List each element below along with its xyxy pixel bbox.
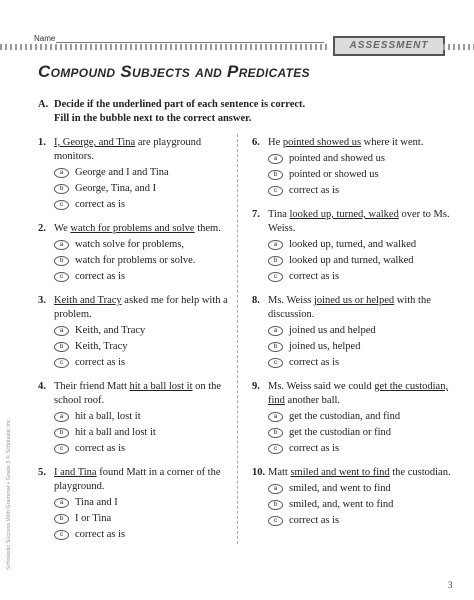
question-sentence <box>268 380 452 408</box>
sentence-text: the custodian. <box>389 467 451 478</box>
sentence-text: Matt <box>268 467 291 478</box>
answer-bubble[interactable]: b <box>54 428 69 438</box>
answer-text: hit a ball and lost it <box>75 427 156 438</box>
answer-text: watch for problems or solve. <box>75 255 196 266</box>
answer-bubble[interactable]: b <box>54 256 69 266</box>
question-number: 6. <box>252 137 260 148</box>
answer-option[interactable] <box>38 340 228 354</box>
answer-bubble[interactable]: a <box>268 154 283 164</box>
question-number: 1. <box>38 137 46 148</box>
answer-bubble[interactable]: b <box>268 428 283 438</box>
question-number: 7. <box>252 209 260 220</box>
sentence-text: found Matt in a corner of the playground. <box>54 467 221 492</box>
underlined-part: hit a ball lost it <box>129 381 193 392</box>
answer-bubble[interactable]: a <box>268 240 283 250</box>
underlined-part: get the custodian, find <box>268 381 449 406</box>
sentence-text: another ball. <box>284 395 341 406</box>
sentence-text: them. <box>194 223 221 234</box>
assessment-banner: ASSESSMENT <box>333 36 445 56</box>
question-item <box>38 222 228 284</box>
questions-left-column <box>38 136 228 552</box>
underlined-part: watch for problems and solve <box>70 223 195 234</box>
answer-text: George and I and Tina <box>75 167 169 178</box>
answer-option[interactable] <box>252 410 452 424</box>
answer-option[interactable] <box>252 426 452 440</box>
answer-bubble[interactable]: c <box>54 358 69 368</box>
answer-text: joined us and helped <box>289 325 376 336</box>
question-stem <box>252 208 452 236</box>
question-item <box>38 380 228 456</box>
answer-text: hit a ball, lost it <box>75 411 141 422</box>
question-stem <box>38 294 228 322</box>
answer-option[interactable] <box>38 182 228 196</box>
answer-option[interactable] <box>38 270 228 284</box>
sentence-text: are playground monitors. <box>54 137 202 162</box>
answer-bubble[interactable]: b <box>54 514 69 524</box>
answer-option[interactable] <box>252 184 452 198</box>
question-sentence <box>54 136 228 164</box>
sentence-text: over to Ms. Weiss. <box>268 209 450 234</box>
answer-bubble[interactable]: c <box>268 444 283 454</box>
question-item <box>252 380 452 456</box>
copyright-side-text: Scholastic Success With Grammar • Grade 5 © Scholastic Inc. <box>6 417 12 570</box>
answer-text: smiled, and, went to find <box>289 499 394 510</box>
directions-letter: A. <box>38 99 49 110</box>
answer-bubble[interactable]: c <box>54 200 69 210</box>
directions <box>38 98 448 126</box>
answer-text: George, Tina, and I <box>75 183 157 194</box>
answer-text: smiled, and went to find <box>289 483 391 494</box>
answer-bubble[interactable]: b <box>268 170 283 180</box>
answer-bubble[interactable]: b <box>268 342 283 352</box>
answer-option[interactable] <box>38 496 228 510</box>
answer-bubble[interactable]: c <box>268 516 283 526</box>
page-number: 3 <box>448 580 453 590</box>
underlined-part: I, George, and Tina <box>54 137 136 148</box>
question-stem <box>252 136 452 150</box>
question-item <box>38 294 228 370</box>
name-label: Name <box>34 34 56 43</box>
answer-option[interactable] <box>38 166 228 180</box>
answer-text: correct as is <box>289 185 340 196</box>
answer-bubble[interactable]: a <box>54 168 69 178</box>
question-stem <box>252 466 452 480</box>
answer-option[interactable] <box>38 254 228 268</box>
answer-text: correct as is <box>75 443 126 454</box>
question-item <box>252 208 452 284</box>
question-item <box>38 466 228 542</box>
answer-bubble[interactable]: a <box>268 326 283 336</box>
answer-text: get the custodian or find <box>289 427 392 438</box>
answer-option[interactable] <box>252 442 452 456</box>
answer-text: Keith, and Tracy <box>75 325 146 336</box>
answer-text: looked up and turned, walked <box>289 255 414 266</box>
answer-option[interactable] <box>38 426 228 440</box>
question-number: 5. <box>38 467 46 478</box>
sentence-text: We <box>54 223 71 234</box>
answer-option[interactable] <box>38 324 228 338</box>
answer-option[interactable] <box>252 340 452 354</box>
header-hatch-left <box>0 44 330 50</box>
question-number: 9. <box>252 381 260 392</box>
answer-text: correct as is <box>289 443 340 454</box>
answer-option[interactable] <box>252 324 452 338</box>
answer-text: pointed or showed us <box>289 169 379 180</box>
answer-text: looked up, turned, and walked <box>289 239 417 250</box>
answer-option[interactable] <box>252 152 452 166</box>
directions-text-2: Fill in the bubble next to the correct answer. <box>54 113 252 124</box>
column-divider <box>237 134 238 544</box>
name-line <box>56 42 324 43</box>
question-stem <box>38 466 228 494</box>
answer-option[interactable] <box>252 168 452 182</box>
answer-text: pointed and showed us <box>289 153 385 164</box>
question-sentence <box>54 466 228 494</box>
page-header <box>0 0 474 60</box>
answer-option[interactable] <box>252 514 452 528</box>
answer-text: correct as is <box>75 529 126 540</box>
answer-option[interactable] <box>38 238 228 252</box>
answer-option[interactable] <box>38 356 228 370</box>
answer-text: correct as is <box>75 271 126 282</box>
answer-option[interactable] <box>252 356 452 370</box>
underlined-part: I and Tina <box>54 467 97 478</box>
underlined-part: joined us or helped <box>313 295 395 306</box>
sentence-text: with the discussion. <box>268 295 431 320</box>
answer-bubble[interactable]: c <box>54 272 69 282</box>
underlined-part: Keith and Tracy <box>54 295 122 306</box>
question-sentence <box>54 294 228 322</box>
sentence-text: Tina <box>268 209 290 220</box>
underlined-part: pointed showed us <box>282 137 362 148</box>
question-number: 10. <box>252 467 266 478</box>
page-title: Compound Subjects and Predicates <box>38 62 310 81</box>
answer-bubble[interactable]: c <box>268 272 283 282</box>
question-sentence <box>268 466 452 480</box>
header-hatch-right <box>443 44 474 50</box>
sentence-text: Ms. Weiss said we could <box>268 381 375 392</box>
question-number: 4. <box>38 381 46 392</box>
answer-bubble[interactable]: c <box>54 530 69 540</box>
question-number: 3. <box>38 295 46 306</box>
directions-line-1 <box>38 98 448 112</box>
answer-bubble[interactable]: c <box>268 186 283 196</box>
answer-bubble[interactable]: b <box>268 256 283 266</box>
answer-bubble[interactable]: b <box>54 342 69 352</box>
question-item <box>252 136 452 198</box>
question-stem <box>252 380 452 408</box>
sentence-text: asked me for help with a problem. <box>54 295 228 320</box>
question-sentence <box>54 380 228 408</box>
underlined-part: looked up, turned, walked <box>289 209 399 220</box>
answer-text: get the custodian, and find <box>289 411 401 422</box>
answer-text: Keith, Tracy <box>75 341 128 352</box>
sentence-text: on the school roof. <box>54 381 222 406</box>
answer-option[interactable] <box>252 238 452 252</box>
question-number: 2. <box>38 223 46 234</box>
question-sentence <box>268 294 452 322</box>
answer-bubble[interactable]: c <box>268 358 283 368</box>
question-item <box>252 466 452 528</box>
answer-bubble[interactable]: c <box>54 444 69 454</box>
answer-option[interactable] <box>252 270 452 284</box>
question-stem <box>38 136 228 164</box>
question-stem <box>252 294 452 322</box>
answer-option[interactable] <box>38 442 228 456</box>
answer-text: correct as is <box>75 199 126 210</box>
underlined-part: smiled and went to find <box>290 467 390 478</box>
answer-bubble[interactable]: a <box>54 326 69 336</box>
answer-option[interactable] <box>38 410 228 424</box>
question-sentence <box>268 208 452 236</box>
answer-option[interactable] <box>252 498 452 512</box>
answer-bubble[interactable]: b <box>268 500 283 510</box>
answer-option[interactable] <box>38 512 228 526</box>
question-item <box>252 294 452 370</box>
question-sentence <box>268 136 452 150</box>
answer-text: correct as is <box>289 271 340 282</box>
answer-option[interactable] <box>252 254 452 268</box>
answer-bubble[interactable]: a <box>54 412 69 422</box>
answer-text: correct as is <box>75 357 126 368</box>
answer-bubble[interactable]: a <box>54 498 69 508</box>
answer-option[interactable] <box>252 482 452 496</box>
sentence-text: He <box>268 137 283 148</box>
question-item <box>38 136 228 212</box>
answer-bubble[interactable]: a <box>54 240 69 250</box>
answer-text: correct as is <box>289 357 340 368</box>
answer-text: I or Tina <box>75 513 112 524</box>
directions-text-1: Decide if the underlined part of each sentence is correct. <box>54 99 306 110</box>
question-number: 8. <box>252 295 260 306</box>
answer-bubble[interactable]: a <box>268 412 283 422</box>
answer-text: joined us, helped <box>289 341 361 352</box>
question-stem <box>38 380 228 408</box>
answer-text: Tina and I <box>75 497 118 508</box>
answer-text: watch solve for problems, <box>75 239 185 250</box>
answer-bubble[interactable]: b <box>54 184 69 194</box>
answer-option[interactable] <box>38 198 228 212</box>
question-sentence <box>54 222 228 236</box>
answer-bubble[interactable]: a <box>268 484 283 494</box>
answer-text: correct as is <box>289 515 340 526</box>
answer-option[interactable] <box>38 528 228 542</box>
sentence-text: Their friend Matt <box>54 381 130 392</box>
sentence-text: Ms. Weiss <box>268 295 314 306</box>
question-stem <box>38 222 228 236</box>
sentence-text: where it went. <box>361 137 424 148</box>
questions-right-column <box>252 136 452 538</box>
